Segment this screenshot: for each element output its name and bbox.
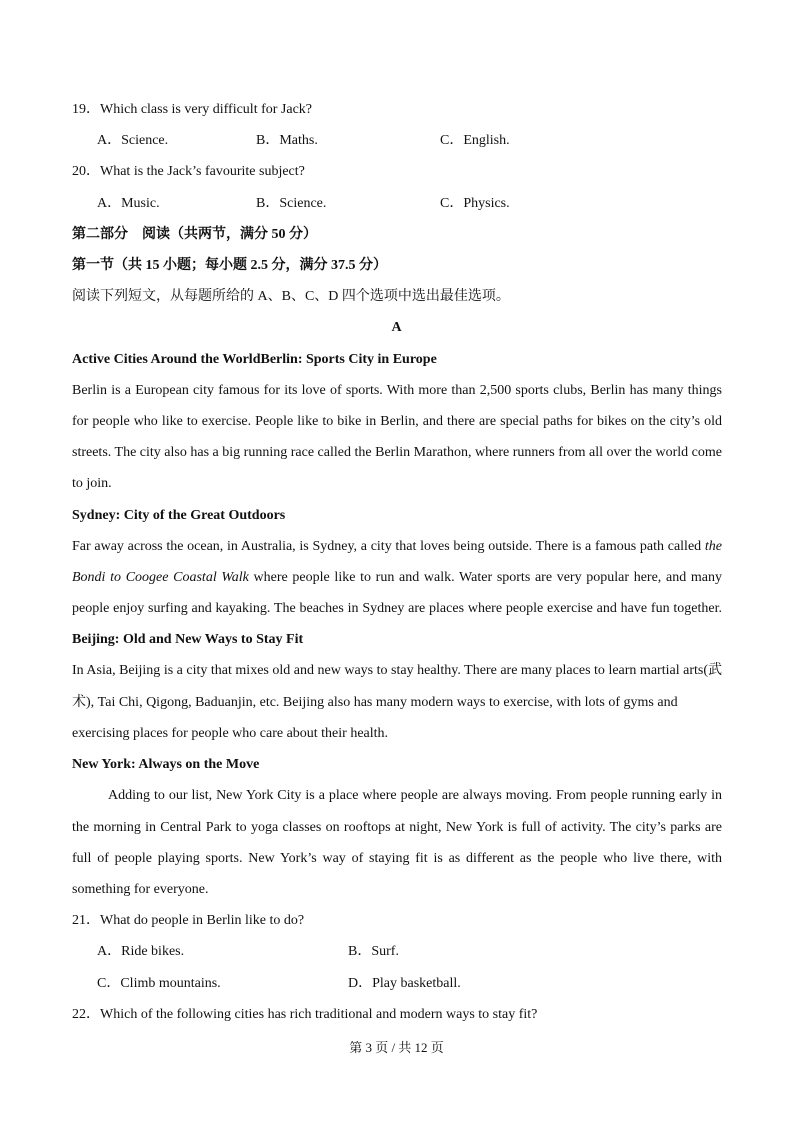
instructions: 阅读下列短文，从每题所给的 A、B、C、D 四个选项中选出最佳选项。 — [72, 289, 510, 304]
sydney-line: people enjoy surfing and kayaking. The beaches in Sydney are places where people exercise and have fun together. — [72, 601, 722, 616]
q20-option-c: C．Physics. — [440, 196, 510, 211]
newyork-line: Adding to our list, New York City is a place where people are always moving. From people running early in — [108, 788, 722, 803]
q19-option-a: A．Science. — [97, 133, 169, 148]
sydney-text: Far away across the ocean, in Australia, is Sydney, a city that loves being outside. There is a famous path called — [72, 539, 705, 554]
newyork-heading: New York: Always on the Move — [72, 757, 260, 772]
newyork-line: the morning in Central Park to yoga classes on rooftops at night, New York is full of activity. The city’s parks are — [72, 820, 722, 835]
section-heading: 第一节（共 15 小题；每小题 2.5 分，满分 37.5 分） — [72, 258, 387, 273]
q21-option-d: D．Play basketball. — [348, 976, 461, 991]
part-heading: 第二部分 阅读（共两节，满分 50 分） — [72, 227, 317, 242]
sydney-line — [72, 569, 722, 587]
q19-option-b: B．Maths. — [256, 133, 318, 148]
q19-option-c: C．English. — [440, 133, 510, 148]
berlin-line: for people who like to exercise. People like to bike in Berlin, and there are special paths for bikes on the city’s old — [72, 414, 722, 429]
passage-title: Active Cities Around the WorldBerlin: Sports City in Europe — [72, 352, 437, 367]
sydney-heading: Sydney: City of the Great Outdoors — [72, 508, 286, 523]
page-footer: 第 3 页 / 共 12 页 — [349, 1040, 444, 1055]
newyork-line: full of people playing sports. New York’s way of staying fit is as different as the people who live there, with — [72, 851, 722, 866]
question-22: 22．Which of the following cities has rich traditional and modern ways to stay fit? — [72, 1007, 538, 1022]
sydney-text: where people like to run and walk. Water sports are very popular here, and many — [248, 570, 722, 585]
passage-label: A — [391, 320, 402, 335]
question-19: 19．Which class is very difficult for Jack? — [72, 102, 313, 117]
berlin-line: streets. The city also has a big running race called the Berlin Marathon, where runners from all over the world come — [72, 445, 722, 460]
question-20: 20．What is the Jack’s favourite subject? — [72, 164, 305, 179]
sydney-line — [72, 538, 722, 556]
newyork-line: something for everyone. — [72, 882, 209, 897]
question-21: 21．What do people in Berlin like to do? — [72, 913, 305, 928]
q21-option-b: B．Surf. — [348, 944, 399, 959]
q20-option-b: B．Science. — [256, 196, 327, 211]
beijing-line: 术), Tai Chi, Qigong, Baduanjin, etc. Beijing also has many modern ways to exercise, with lots of gyms and — [72, 695, 678, 710]
beijing-line: exercising places for people who care about their health. — [72, 726, 389, 741]
beijing-line: In Asia, Beijing is a city that mixes old and new ways to stay healthy. There are many places to learn martial arts(武 — [72, 663, 722, 678]
berlin-line: Berlin is a European city famous for its love of sports. With more than 2,500 sports clubs, Berlin has many things — [72, 383, 722, 398]
sydney-italic: Bondi to Coogee Coastal Walk — [72, 570, 249, 585]
beijing-heading: Beijing: Old and New Ways to Stay Fit — [72, 632, 304, 647]
q21-option-c: C．Climb mountains. — [97, 976, 221, 991]
berlin-line: to join. — [72, 476, 112, 491]
q20-option-a: A．Music. — [97, 196, 160, 211]
q21-option-a: A．Ride bikes. — [97, 944, 185, 959]
sydney-italic: the — [704, 539, 722, 554]
